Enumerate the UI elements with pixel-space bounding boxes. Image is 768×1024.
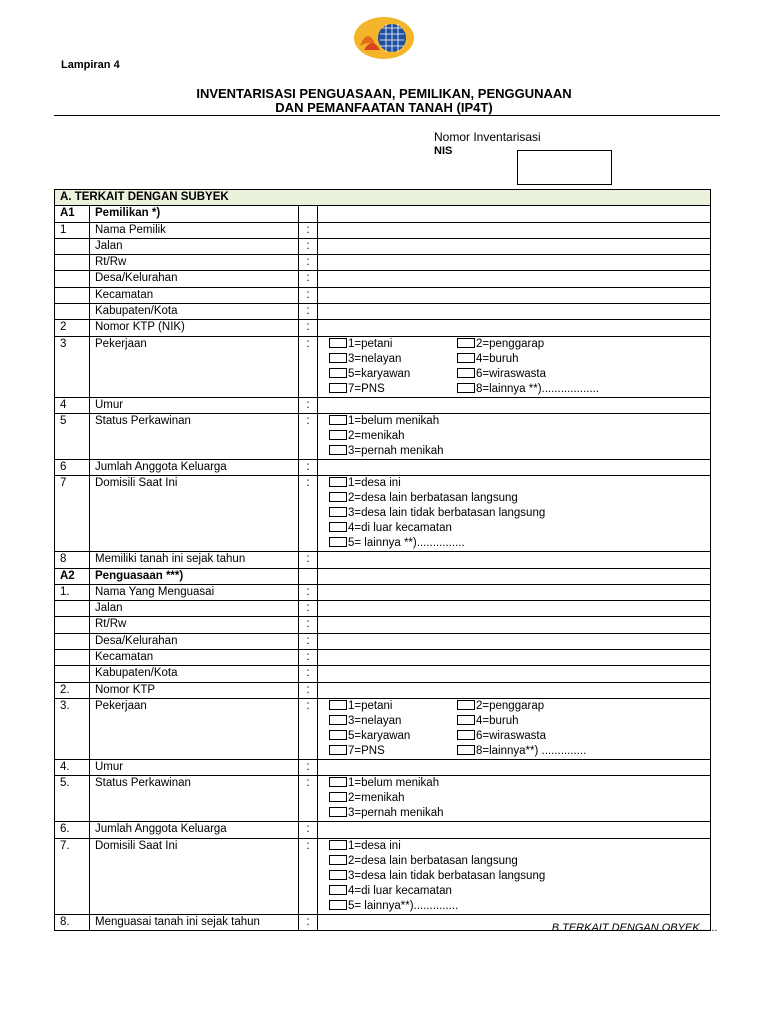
colon-separator: : (299, 476, 318, 552)
option-line (329, 699, 705, 714)
checkbox[interactable] (457, 338, 475, 348)
checkbox[interactable] (457, 715, 475, 725)
checkbox[interactable] (329, 700, 347, 710)
option-line (329, 839, 705, 854)
option-line (329, 352, 705, 367)
subsection-title: Penguasaan ***) (90, 568, 299, 584)
option-line (329, 714, 705, 729)
option-item (329, 777, 439, 789)
option-item (457, 382, 599, 397)
option-label: 4=di luar kecamatan (348, 884, 452, 897)
table-row (55, 552, 711, 568)
colon-separator: : (299, 238, 318, 254)
option-item (329, 415, 439, 427)
checkbox[interactable] (329, 537, 347, 547)
continuation-note: B.TERKAIT DENGAN OBYEK...... (551, 922, 718, 934)
colon-separator: : (299, 271, 318, 287)
option-line (329, 521, 705, 536)
option-label: 4=buruh (476, 352, 519, 365)
agency-logo (352, 16, 416, 60)
colon-separator: : (299, 320, 318, 336)
checkbox[interactable] (457, 730, 475, 740)
subsection-number: A2 (55, 568, 90, 584)
option-label: 8=lainnya **).................. (476, 382, 600, 395)
table-row (55, 287, 711, 303)
option-label: 4=buruh (476, 714, 519, 727)
option-item (457, 729, 546, 744)
row-number: 3 (55, 336, 90, 397)
row-number: 2 (55, 320, 90, 336)
section-a-header (55, 190, 711, 206)
checkbox-options (318, 336, 711, 397)
checkbox[interactable] (329, 792, 347, 802)
row-number: 6. (55, 822, 90, 838)
colon-separator: : (299, 759, 318, 775)
row-number: 5 (55, 413, 90, 459)
table-row (55, 822, 711, 838)
field-label: Pekerjaan (90, 336, 299, 397)
option-line (329, 476, 705, 491)
option-item (329, 338, 392, 350)
option-item (457, 337, 544, 352)
field-label: Menguasai tanah ini sejak tahun (90, 914, 299, 930)
nis-input-box[interactable] (517, 150, 612, 185)
option-line (329, 899, 705, 914)
checkbox[interactable] (329, 777, 347, 787)
table-row (55, 838, 711, 914)
checkbox-options (318, 838, 711, 914)
document-title-line-2: DAN PEMANFAATAN TANAH (IP4T) (275, 100, 493, 115)
option-line (329, 854, 705, 869)
table-row (55, 336, 711, 397)
table-row (55, 397, 711, 413)
colon-separator: : (299, 822, 318, 838)
option-item (329, 383, 385, 395)
checkbox[interactable] (457, 383, 475, 393)
colon-separator: : (299, 698, 318, 759)
table-row (55, 682, 711, 698)
field-value[interactable] (318, 397, 711, 413)
checkbox[interactable] (329, 900, 347, 910)
table-row (55, 698, 711, 759)
checkbox[interactable] (329, 430, 347, 440)
option-item (329, 537, 465, 549)
row-number (55, 255, 90, 271)
option-line (329, 382, 705, 397)
option-item (329, 730, 410, 742)
field-value[interactable] (318, 822, 711, 838)
option-line (329, 776, 705, 791)
field-value[interactable] (318, 584, 711, 600)
field-label: Nomor KTP (90, 682, 299, 698)
checkbox[interactable] (329, 870, 347, 880)
colon-separator: : (299, 666, 318, 682)
colon-separator: : (299, 584, 318, 600)
colon-separator: : (299, 838, 318, 914)
table-row (55, 255, 711, 271)
row-number: 7 (55, 476, 90, 552)
field-value[interactable] (318, 287, 711, 303)
colon-separator: : (299, 459, 318, 475)
row-number: 1. (55, 584, 90, 600)
field-label: Umur (90, 397, 299, 413)
table-row (55, 633, 711, 649)
field-label: Kecamatan (90, 650, 299, 666)
colon-separator: : (299, 287, 318, 303)
option-item (329, 885, 452, 897)
nis-label: NIS (434, 145, 453, 157)
option-line (329, 367, 705, 382)
field-label: Kabupaten/Kota (90, 304, 299, 320)
option-label: 7=PNS (348, 744, 385, 757)
field-value[interactable] (318, 222, 711, 238)
option-item (329, 807, 444, 819)
table-row (55, 476, 711, 552)
checkbox[interactable] (329, 415, 347, 425)
option-label: 1=petani (348, 337, 393, 350)
field-label: Pekerjaan (90, 698, 299, 759)
table-row (55, 238, 711, 254)
field-value[interactable] (318, 320, 711, 336)
option-label: 7=PNS (348, 382, 385, 395)
option-item (329, 507, 545, 519)
option-label: 3=nelayan (348, 352, 402, 365)
field-label: Jumlah Anggota Keluarga (90, 459, 299, 475)
row-number (55, 304, 90, 320)
table-row (55, 666, 711, 682)
field-label: Status Perkawinan (90, 413, 299, 459)
nomor-inventarisasi-label: Nomor Inventarisasi (434, 130, 541, 144)
row-number: 3. (55, 698, 90, 759)
option-label: 2=penggarap (476, 699, 545, 712)
option-label: 3=pernah menikah (348, 807, 444, 820)
checkbox[interactable] (329, 730, 347, 740)
option-label: 1=petani (348, 699, 393, 712)
table-row (55, 650, 711, 666)
option-label: 2=desa lain berbatasan langsung (348, 492, 518, 505)
option-item (329, 870, 545, 882)
option-item (329, 492, 518, 504)
option-item (329, 700, 392, 712)
option-line (329, 337, 705, 352)
option-item (329, 900, 458, 912)
colon-separator: : (299, 413, 318, 459)
option-line (329, 536, 705, 551)
option-label: 1=belum menikah (348, 414, 440, 427)
option-item (457, 367, 546, 382)
checkbox-options (318, 476, 711, 552)
colon-separator: : (299, 304, 318, 320)
checkbox[interactable] (329, 353, 347, 363)
option-label: 2=penggarap (476, 337, 545, 350)
checkbox[interactable] (457, 353, 475, 363)
subsection-title: Pemilikan *) (90, 206, 299, 222)
checkbox[interactable] (329, 492, 347, 502)
field-label: Memiliki tanah ini sejak tahun (90, 552, 299, 568)
row-number: 4 (55, 397, 90, 413)
a2-header-row (55, 568, 711, 584)
table-row (55, 601, 711, 617)
field-value[interactable] (318, 650, 711, 666)
option-label: 3=desa lain tidak berbatasan langsung (348, 869, 546, 882)
checkbox-options (318, 413, 711, 459)
row-number (55, 666, 90, 682)
field-value[interactable] (318, 617, 711, 633)
row-number (55, 617, 90, 633)
option-item (457, 744, 586, 759)
subsection-number: A1 (55, 206, 90, 222)
row-number: 6 (55, 459, 90, 475)
option-item (329, 840, 401, 852)
checkbox[interactable] (329, 477, 347, 487)
field-label: Jumlah Anggota Keluarga (90, 822, 299, 838)
table-row (55, 459, 711, 475)
option-item (329, 792, 405, 804)
field-value[interactable] (318, 552, 711, 568)
checkbox[interactable] (329, 383, 347, 393)
option-item (329, 430, 405, 442)
field-value[interactable] (318, 759, 711, 775)
option-item (329, 745, 385, 757)
colon-separator: : (299, 552, 318, 568)
colon-separator: : (299, 336, 318, 397)
empty-cell (318, 206, 711, 222)
row-number: 8 (55, 552, 90, 568)
table-row (55, 413, 711, 459)
colon-separator: : (299, 617, 318, 633)
option-label: 5=karyawan (348, 367, 411, 380)
row-number: 1 (55, 222, 90, 238)
checkbox[interactable] (329, 840, 347, 850)
lampiran-label: Lampiran 4 (61, 59, 120, 71)
section-title: A. TERKAIT DENGAN SUBYEK (55, 190, 711, 206)
field-value[interactable] (318, 633, 711, 649)
checkbox[interactable] (329, 368, 347, 378)
checkbox[interactable] (329, 338, 347, 348)
option-label: 1=belum menikah (348, 777, 440, 790)
option-item (457, 352, 519, 367)
colon-separator: : (299, 397, 318, 413)
checkbox[interactable] (329, 745, 347, 755)
option-item (457, 714, 519, 729)
option-line (329, 444, 705, 459)
field-label: Jalan (90, 601, 299, 617)
title-divider (54, 115, 720, 116)
row-number: 5. (55, 776, 90, 822)
field-label: Domisili Saat Ini (90, 476, 299, 552)
table-row (55, 759, 711, 775)
option-line (329, 429, 705, 444)
option-label: 8=lainnya**) .............. (476, 744, 587, 757)
option-label: 3=desa lain tidak berbatasan langsung (348, 507, 546, 520)
table-row (55, 617, 711, 633)
row-number: 7. (55, 838, 90, 914)
field-label: Desa/Kelurahan (90, 271, 299, 287)
option-line (329, 791, 705, 806)
field-value[interactable] (318, 682, 711, 698)
checkbox-options (318, 776, 711, 822)
checkbox[interactable] (329, 715, 347, 725)
option-line (329, 506, 705, 521)
option-label: 2=menikah (348, 792, 405, 805)
option-label: 5=karyawan (348, 729, 411, 742)
option-line (329, 414, 705, 429)
option-line (329, 491, 705, 506)
option-line (329, 884, 705, 899)
field-value[interactable] (318, 255, 711, 271)
table-row (55, 584, 711, 600)
row-number: 4. (55, 759, 90, 775)
colon-separator: : (299, 601, 318, 617)
field-value[interactable] (318, 271, 711, 287)
field-label: Jalan (90, 238, 299, 254)
field-label: Domisili Saat Ini (90, 838, 299, 914)
field-label: Kabupaten/Kota (90, 666, 299, 682)
empty-cell (299, 206, 318, 222)
empty-cell (318, 568, 711, 584)
empty-cell (299, 568, 318, 584)
row-number (55, 601, 90, 617)
option-label: 6=wiraswasta (476, 729, 546, 742)
checkbox[interactable] (457, 745, 475, 755)
option-item (329, 715, 401, 727)
option-label: 3=pernah menikah (348, 444, 444, 457)
colon-separator: : (299, 682, 318, 698)
checkbox[interactable] (457, 368, 475, 378)
table-row (55, 304, 711, 320)
row-number: 2. (55, 682, 90, 698)
field-value[interactable] (318, 238, 711, 254)
checkbox[interactable] (457, 700, 475, 710)
option-label: 6=wiraswasta (476, 367, 546, 380)
option-item (329, 855, 518, 867)
field-value[interactable] (318, 601, 711, 617)
option-label: 3=nelayan (348, 714, 402, 727)
field-label: Kecamatan (90, 287, 299, 303)
field-label: Umur (90, 759, 299, 775)
row-number (55, 271, 90, 287)
option-line (329, 869, 705, 884)
field-label: Nama Yang Menguasai (90, 584, 299, 600)
table-row (55, 271, 711, 287)
option-item (457, 699, 544, 714)
document-title-line-1: INVENTARISASI PENGUASAAN, PEMILIKAN, PENGGUNAAN (196, 86, 572, 101)
a1-header-row (55, 206, 711, 222)
option-label: 1=desa ini (348, 477, 401, 490)
option-item (329, 445, 444, 457)
option-label: 1=desa ini (348, 839, 401, 852)
field-label: Status Perkawinan (90, 776, 299, 822)
colon-separator: : (299, 633, 318, 649)
option-label: 2=menikah (348, 429, 405, 442)
field-value[interactable] (318, 666, 711, 682)
subject-form-table (54, 189, 711, 931)
checkbox[interactable] (329, 885, 347, 895)
option-item (329, 368, 410, 380)
field-label: Rt/Rw (90, 617, 299, 633)
option-label: 5= lainnya **)............... (348, 537, 465, 550)
row-number (55, 287, 90, 303)
option-line (329, 729, 705, 744)
field-label: Desa/Kelurahan (90, 633, 299, 649)
table-row (55, 320, 711, 336)
field-value[interactable] (318, 304, 711, 320)
option-item (329, 477, 401, 489)
colon-separator: : (299, 650, 318, 666)
option-item (329, 522, 452, 534)
checkbox[interactable] (329, 522, 347, 532)
option-line (329, 744, 705, 759)
colon-separator: : (299, 776, 318, 822)
colon-separator: : (299, 222, 318, 238)
option-label: 4=di luar kecamatan (348, 522, 452, 535)
table-row (55, 776, 711, 822)
option-label: 5= lainnya**).............. (348, 899, 459, 912)
row-number (55, 650, 90, 666)
table-row (55, 222, 711, 238)
checkbox[interactable] (329, 445, 347, 455)
row-number (55, 633, 90, 649)
colon-separator: : (299, 914, 318, 930)
checkbox[interactable] (329, 855, 347, 865)
colon-separator: : (299, 255, 318, 271)
checkbox-options (318, 698, 711, 759)
field-label: Rt/Rw (90, 255, 299, 271)
row-number: 8. (55, 914, 90, 930)
checkbox[interactable] (329, 807, 347, 817)
row-number (55, 238, 90, 254)
option-line (329, 806, 705, 821)
option-item (329, 353, 401, 365)
field-label: Nomor KTP (NIK) (90, 320, 299, 336)
option-label: 2=desa lain berbatasan langsung (348, 854, 518, 867)
field-label: Nama Pemilik (90, 222, 299, 238)
checkbox[interactable] (329, 507, 347, 517)
field-value[interactable] (318, 459, 711, 475)
